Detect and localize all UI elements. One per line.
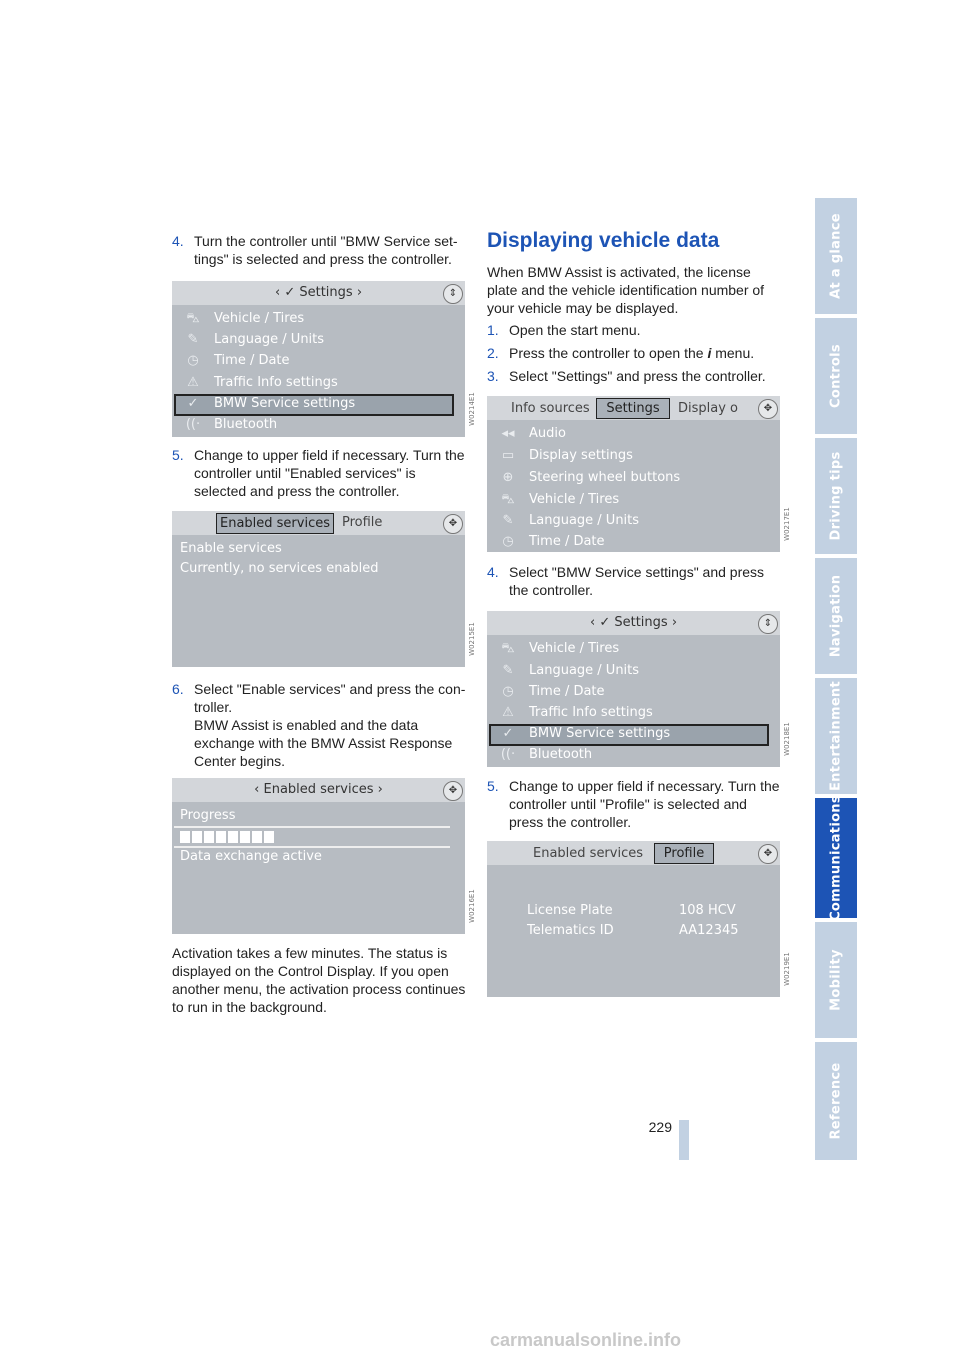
steering-wheel-icon: ⊕ [502,470,514,485]
page-marker [679,1120,689,1160]
controller-knob-icon: ⇕ [443,284,463,304]
traffic-icon: ⚠ [502,705,514,720]
menu-item: ◷ Time / Date [495,684,758,699]
menu-item: ⛍ Vehicle / Tires [495,641,758,658]
language-icon: ✎ [502,513,514,528]
progress-block [216,831,226,843]
side-tab-reference[interactable]: Reference [815,1042,857,1160]
progress-track [174,826,450,848]
menu-item-selected: ✓ BMW Service settings [180,396,443,411]
info-icon: i [707,345,712,361]
section-heading: Displaying vehicle data [487,229,720,252]
menu-item: ⊕ Steering wheel buttons [495,470,758,485]
screenshot-enabled-services: Enabled services Profile ✥ Enable services Currently, no services enabled [172,511,465,667]
menu-item-selected: ✓ BMW Service settings [495,726,758,741]
controller-knob-icon: ⇕ [758,614,778,634]
tab-profile: Profile [654,843,714,864]
menu-item: ⛍ Vehicle / Tires [180,311,443,328]
tab-profile: Profile [342,515,383,530]
menu-item: ((· Bluetooth [495,747,758,762]
image-code: W0215E1 [468,622,476,656]
settings-icon: ✓ [599,615,611,630]
image-code: W0217E1 [783,507,791,541]
tab-enabled-services: Enabled services [216,513,334,534]
language-icon: ✎ [187,332,199,347]
tab-info-sources: Info sources [511,401,590,416]
side-tab-entertainment[interactable]: Entertainment [815,678,857,794]
clock-icon: ◷ [187,353,199,368]
controller-knob-icon: ✥ [443,781,463,801]
telematics-id-label: Telematics ID [527,923,614,938]
side-tab-mobility[interactable]: Mobility [815,922,857,1038]
menu-item: ◂◂ Audio [495,426,758,441]
bluetooth-icon: ((· [185,417,201,432]
progress-block [264,831,274,843]
page-number: 229 [648,1119,672,1135]
image-code: W0214E1 [468,392,476,426]
tab-settings: Settings [596,398,670,419]
side-tab-controls[interactable]: Controls [815,318,857,434]
license-plate-value: 108 HCV [679,903,736,918]
vehicle-icon: ⛍ [186,311,200,326]
image-code: W0218E1 [783,722,791,756]
settings-icon: ✓ [284,285,296,300]
audio-icon: ◂◂ [501,426,515,441]
controller-knob-icon: ✥ [443,514,463,534]
watermark: carmanualsonline.info [490,1330,682,1350]
menu-item: ✎ Language / Units [495,663,758,678]
vehicle-icon: ⛍ [501,641,515,656]
screenshot-start-settings [487,396,780,552]
service-icon: ✓ [187,396,199,411]
menu-item: ⛍ Vehicle / Tires [495,492,758,509]
side-tab-communications[interactable]: Communications [815,798,857,918]
side-tab-at-a-glance[interactable]: At a glance [815,198,857,314]
progress-block [204,831,214,843]
language-icon: ✎ [502,663,514,678]
side-tab-driving-tips[interactable]: Driving tips [815,438,857,554]
side-tab-navigation[interactable]: Navigation [815,558,857,674]
tab-display: Display o [678,401,739,416]
menu-item: ✎ Language / Units [495,513,758,528]
menu-item: ((· Bluetooth [180,417,443,432]
controller-knob-icon: ✥ [758,844,778,864]
intro-paragraph: When BMW Assist is activated, the license plate and the vehicle identification number of your vehicle may be displayed. [487,264,765,316]
activation-paragraph: Activation takes a few minutes. The status is displayed on the Control Display. If you open another menu, the activation process continues to run in the background. [172,945,466,1015]
progress-block [180,831,190,843]
service-icon: ✓ [502,726,514,741]
controller-knob-icon: ✥ [758,399,778,419]
image-code: W0216E1 [468,889,476,923]
telematics-id-value: AA12345 [679,923,739,938]
license-plate-label: License Plate [527,903,613,918]
menu-item: ⚠ Traffic Info settings [495,705,758,720]
traffic-icon: ⚠ [187,375,199,390]
image-code: W0219E1 [783,952,791,986]
screenshot-profile [487,841,780,997]
bluetooth-icon: ((· [500,747,516,762]
progress-block [228,831,238,843]
progress-block [252,831,262,843]
progress-block [192,831,202,843]
tab-enabled-services: Enabled services [533,846,644,861]
menu-item: ▭ Display settings [495,448,758,463]
clock-icon: ◷ [502,534,514,549]
screenshot-settings-menu: ‹ ✓ Settings › ⇕ ⛍ Vehicle / Tires ✎ Language / Units ◷ Time / Date ⚠ Traffic Info settings ✓ BMW Service settings ((· Bluetooth [172,281,465,437]
menu-item: ◷ Time / Date [495,534,758,549]
menu-item: ◷ Time / Date [180,353,443,368]
vehicle-icon: ⛍ [501,492,515,507]
screenshot-progress: ‹ Enabled services › ✥ Progress Data exchange active [172,778,465,934]
display-icon: ▭ [501,448,515,463]
menu-item: ⚠ Traffic Info settings [180,375,443,390]
menu-item: ✎ Language / Units [180,332,443,347]
screenshot-settings-menu-2: ‹ ✓ Settings › ⇕ ⛍ Vehicle / Tires ✎ Language / Units ◷ Time / Date ⚠ Traffic Info settings ✓ BMW Service settings ((· Bluetooth [487,611,780,767]
progress-block [240,831,250,843]
clock-icon: ◷ [502,684,514,699]
